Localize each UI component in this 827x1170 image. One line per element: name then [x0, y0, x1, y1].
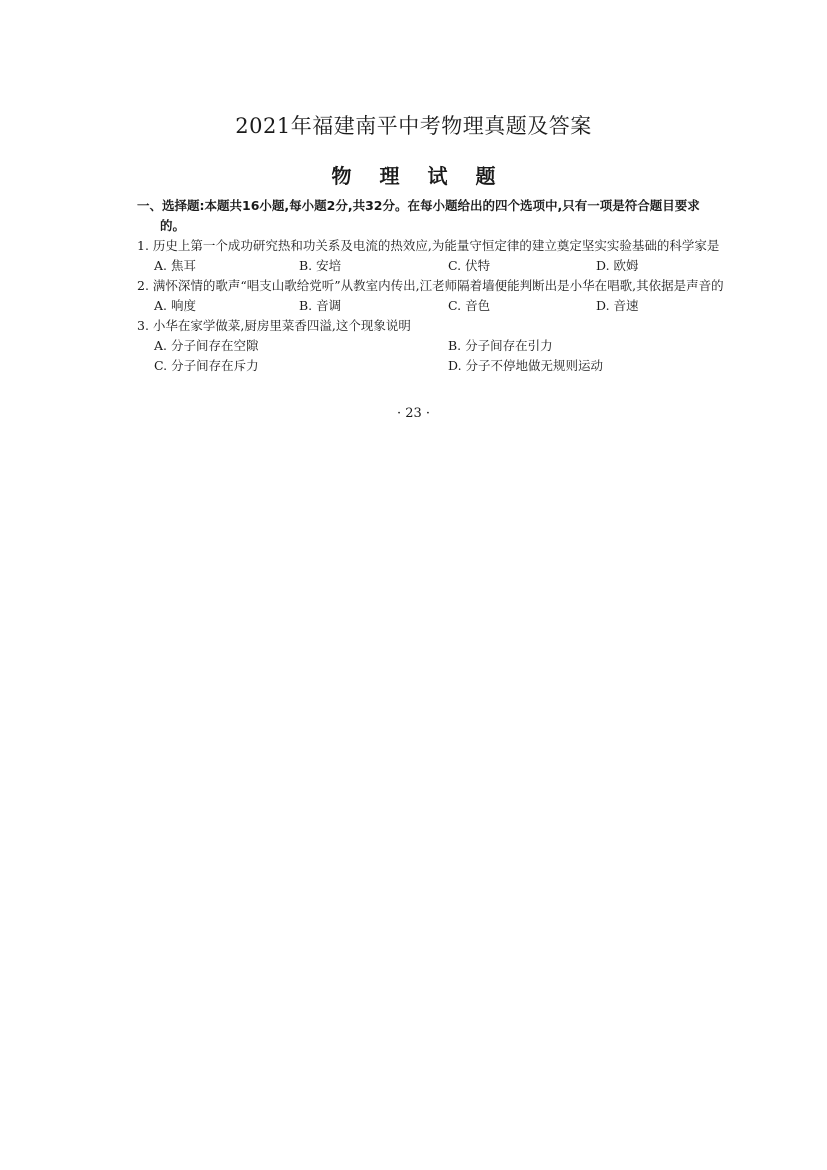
question-2-option-b: B. 音调	[299, 298, 342, 313]
page-number: · 23 ·	[396, 406, 431, 421]
question-1-option-a: A. 焦耳	[154, 258, 196, 273]
section-heading-line2: 的。	[160, 218, 186, 233]
subtitle-char: 物	[331, 164, 352, 188]
question-2-text: 2. 满怀深情的歌声“唱支山歌给党听”从教室内传出,江老师隔着墙便能判断出是小华在唱歌,其依据是声音的	[137, 278, 724, 293]
subtitle-char: 题	[475, 164, 496, 188]
question-1-text: 1. 历史上第一个成功研究热和功关系及电流的热效应,为能量守恒定律的建立奠定坚实实验基础的科学家是	[137, 238, 720, 253]
subtitle-char: 试	[427, 164, 448, 188]
subtitle-char: 理	[379, 164, 400, 188]
question-3-option-d: D. 分子不停地做无规则运动	[448, 358, 604, 373]
question-3-option-a: A. 分子间存在空隙	[154, 338, 259, 353]
question-1-option-d: D. 欧姆	[596, 258, 639, 273]
question-2-option-a: A. 响度	[154, 298, 196, 313]
document-title: 2021年福建南平中考物理真题及答案	[235, 114, 592, 138]
question-3-option-b: B. 分子间存在引力	[448, 338, 553, 353]
question-3-text: 3. 小华在家学做菜,厨房里菜香四溢,这个现象说明	[137, 318, 411, 333]
question-1-option-c: C. 伏特	[448, 258, 491, 273]
section-heading-line1: 一、选择题:本题共16小题,每小题2分,共32分。在每小题给出的四个选项中,只有一项是符合题目要求	[137, 198, 700, 213]
question-1-option-b: B. 安培	[299, 258, 342, 273]
section-heading	[137, 196, 785, 236]
question-2-option-d: D. 音速	[596, 298, 639, 313]
question-3-option-c: C. 分子间存在斥力	[154, 358, 259, 373]
question-2-option-c: C. 音色	[448, 298, 491, 313]
paper-subtitle	[0, 160, 827, 189]
